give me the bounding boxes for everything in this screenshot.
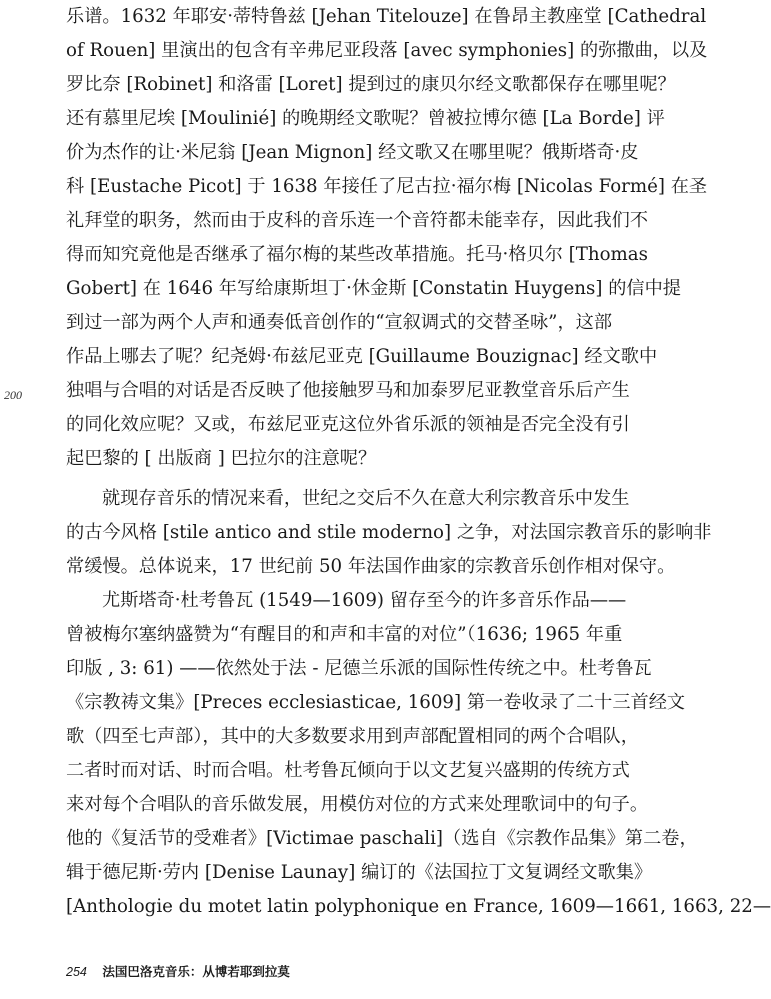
text-line: 二者时而对话、时而合唱。杜考鲁瓦倾向于以文艺复兴盛期的传统方式 bbox=[66, 760, 630, 781]
page-number: 254 bbox=[66, 965, 87, 979]
text-line: [Anthologie du motet latin polyphonique en France, 1609—1661, 1663, 22— bbox=[66, 896, 771, 917]
text-line: 歌（四至七声部），其中的大多数要求用到声部配置相同的两个合唱队， bbox=[66, 726, 639, 747]
text-line: 常缓慢。总体说来，17 世纪前 50 年法国作曲家的宗教音乐创作相对保守。 bbox=[66, 556, 676, 577]
text-line: 得而知究竟他是否继承了福尔梅的某些改革措施。托马·格贝尔 [Thomas bbox=[66, 244, 648, 265]
text-line: 他的《复活节的受难者》[Victimae paschali]（选自《宗教作品集》第二卷， bbox=[66, 828, 698, 849]
text-line: 就现存音乐的情况来看，世纪之交后不久在意大利宗教音乐中发生 bbox=[102, 488, 630, 509]
running-title: 法国巴洛克音乐：从博若耶到拉莫 bbox=[102, 965, 290, 979]
text-line: 的同化效应呢？又或，布兹尼亚克这位外省乐派的领袖是否完全没有引 bbox=[66, 414, 630, 435]
paragraph-3 bbox=[66, 584, 771, 924]
text-line: 的古今风格 [stile antico and stile moderno] 之争，对法国宗教音乐的影响非 bbox=[66, 522, 712, 543]
body-text bbox=[66, 0, 771, 924]
text-line: of Rouen] 里演出的包含有辛弗尼亚段落 [avec symphonies] 的弥撒曲，以及 bbox=[66, 40, 708, 61]
page-footer bbox=[66, 962, 290, 980]
text-line: 辑于德尼斯·劳内 [Denise Launay] 编订的《法国拉丁文复调经文歌集》 bbox=[66, 862, 653, 883]
text-line: 起巴黎的 [ 出版商 ] 巴拉尔的注意呢？ bbox=[66, 448, 377, 469]
margin-page-reference: 200 bbox=[4, 388, 22, 402]
text-line: 曾被梅尔塞纳盛赞为“有醒目的和声和丰富的对位”（1636; 1965 年重 bbox=[66, 624, 623, 645]
text-line: 价为杰作的让·米尼翁 [Jean Mignon] 经文歌又在哪里呢？俄斯塔奇·皮 bbox=[66, 142, 639, 163]
text-line: 独唱与合唱的对话是否反映了他接触罗马和加泰罗尼亚教堂音乐后产生 bbox=[66, 380, 630, 401]
text-line: 来对每个合唱队的音乐做发展，用模仿对位的方式来处理歌词中的句子。 bbox=[66, 794, 649, 815]
text-line: 还有慕里尼埃 [Moulinié] 的晚期经文歌呢？曾被拉博尔德 [La Borde] 评 bbox=[66, 108, 665, 129]
text-line: 《宗教祷文集》[Preces ecclesiasticae, 1609] 第一卷收录了二十三首经文 bbox=[66, 692, 686, 713]
text-line: 科 [Eustache Picot] 于 1638 年接任了尼古拉·福尔梅 [Nicolas Formé] 在圣 bbox=[66, 176, 708, 197]
text-line: 礼拜堂的职务，然而由于皮科的音乐连一个音符都未能幸存，因此我们不 bbox=[66, 210, 649, 231]
paragraph-1 bbox=[66, 0, 708, 476]
paragraph-2 bbox=[66, 482, 712, 584]
text-line: 印版 , 3: 61) ——依然处于法 - 尼德兰乐派的国际性传统之中。杜考鲁瓦 bbox=[66, 658, 652, 679]
text-line: 作品上哪去了呢？纪尧姆·布兹尼亚克 [Guillaume Bouzignac] 经文歌中 bbox=[66, 346, 658, 367]
text-line: 乐谱。1632 年耶安·蒂特鲁兹 [Jehan Titelouze] 在鲁昂主教座堂 [Cathedral bbox=[66, 6, 707, 27]
text-line: 罗比奈 [Robinet] 和洛雷 [Loret] 提到过的康贝尔经文歌都保存在哪里呢？ bbox=[66, 74, 676, 95]
text-line: 到过一部为两个人声和通奏低音创作的“宣叙调式的交替圣咏”，这部 bbox=[66, 312, 613, 333]
text-line: Gobert] 在 1646 年写给康斯坦丁·休金斯 [Constatin Huygens] 的信中提 bbox=[66, 278, 681, 299]
text-line: 尤斯塔奇·杜考鲁瓦 (1549—1609) 留存至今的许多音乐作品—— bbox=[102, 590, 627, 611]
